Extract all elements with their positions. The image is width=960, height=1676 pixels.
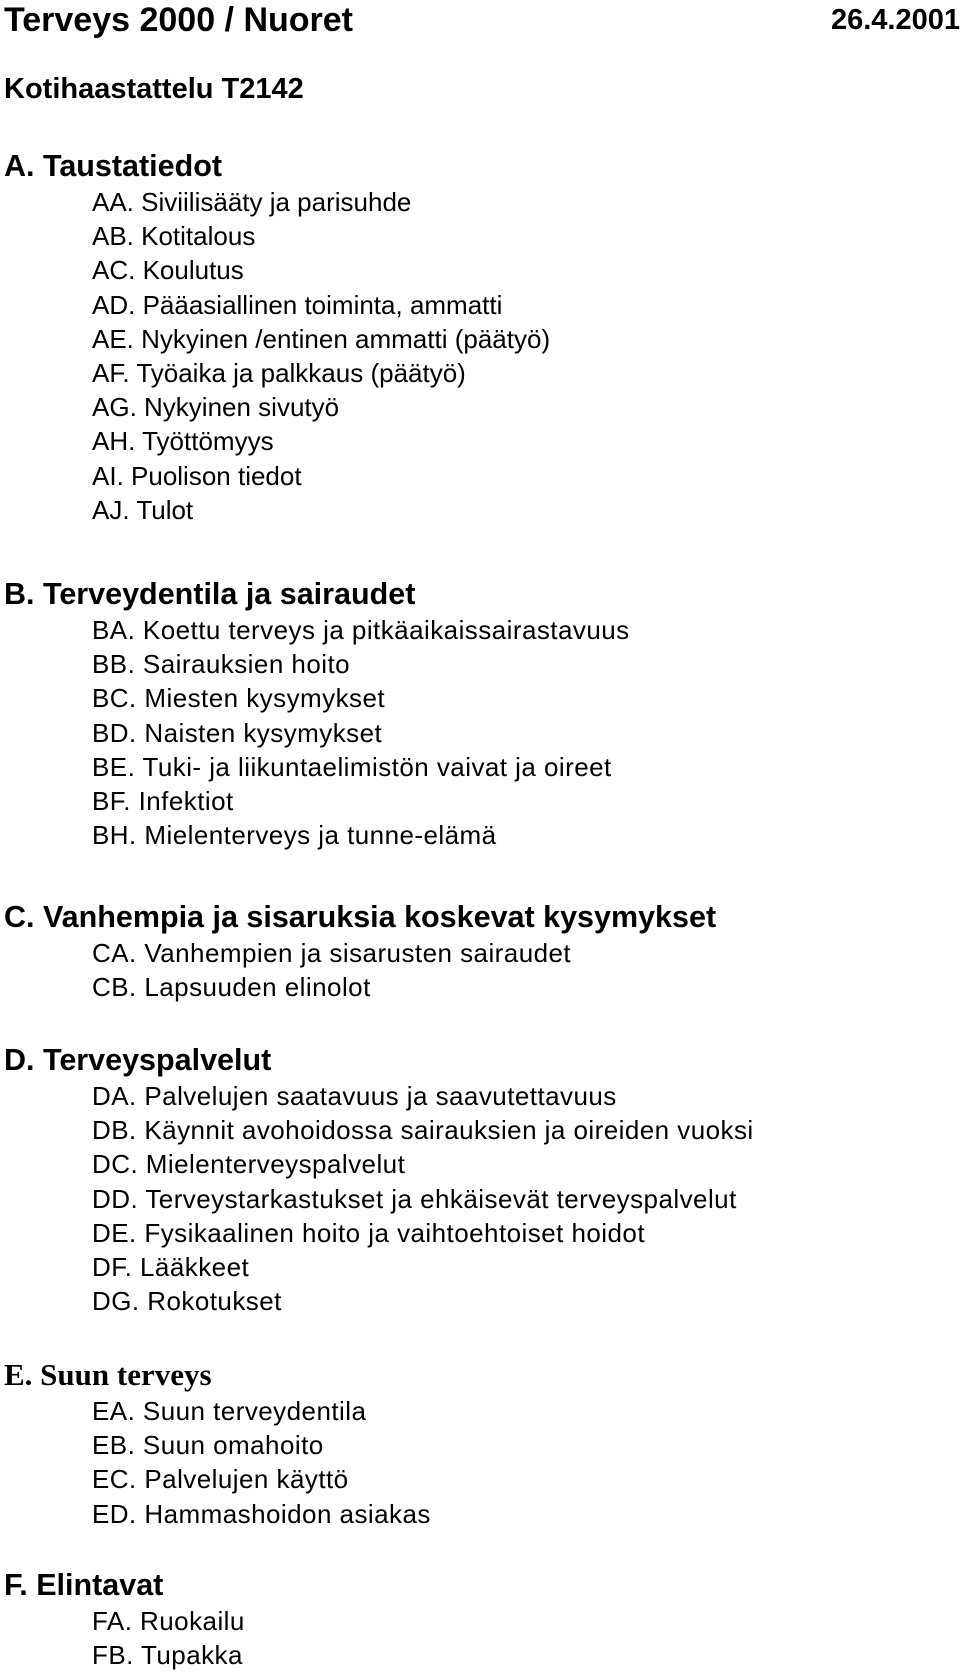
section-heading: E. Suun terveys: [4, 1357, 212, 1392]
list-item: FA. Ruokailu: [92, 1606, 245, 1636]
list-item: ED. Hammashoidon asiakas: [92, 1498, 431, 1529]
list-item: AE. Nykyinen /entinen ammatti (päätyö): [92, 323, 551, 354]
list-item: AA. Siviilisääty ja parisuhde: [92, 187, 412, 217]
document-title: Terveys 2000 / Nuoret: [4, 1, 353, 39]
list-item: AB. Kotitalous: [92, 221, 256, 252]
list-item: BA. Koettu terveys ja pitkäaikaissairastavuus: [92, 615, 630, 645]
section-d: [0, 1041, 960, 1318]
list-item: AI. Puolison tiedot: [92, 460, 302, 491]
list-item: AC. Koulutus: [92, 255, 244, 286]
list-item: BB. Sairauksien hoito: [92, 649, 351, 680]
list-item: BE. Tuki- ja liikuntaelimistön vaivat ja oireet: [92, 751, 612, 782]
list-item: BC. Miesten kysymykset: [92, 683, 386, 714]
section-item-list: [0, 185, 960, 527]
list-item: FB. Tupakka: [92, 1640, 243, 1671]
list-item: DA. Palvelujen saatavuus ja saavutettavuus: [92, 1081, 617, 1111]
section-heading: D. Terveyspalvelut: [4, 1043, 272, 1077]
section-f: [0, 1566, 960, 1672]
list-item: DE. Fysikaalinen hoito ja vaihtoehtoiset hoidot: [92, 1217, 646, 1248]
section-b: [0, 575, 960, 852]
section-heading: B. Terveydentila ja sairaudet: [4, 577, 416, 611]
section-heading: A. Taustatiedot: [4, 149, 223, 183]
section-item-list: [0, 1079, 960, 1318]
section-item-list: [0, 1394, 960, 1531]
list-item: AG. Nykyinen sivutyö: [92, 392, 340, 423]
list-item: AF. Työaika ja palkkaus (päätyö): [92, 357, 466, 388]
list-item: DC. Mielenterveyspalvelut: [92, 1149, 406, 1180]
document-subtitle: Kotihaastattelu T2142: [4, 73, 304, 105]
list-item: CA. Vanhempien ja sisarusten sairaudet: [92, 938, 572, 968]
list-item: AH. Työttömyys: [92, 426, 274, 457]
section-c: [0, 898, 960, 1004]
section-item-list: [0, 936, 960, 1004]
section-a: [0, 147, 960, 527]
list-item: DG. Rokotukset: [92, 1286, 282, 1317]
list-item: DB. Käynnit avohoidossa sairauksien ja oireiden vuoksi: [92, 1115, 754, 1146]
list-item: AJ. Tulot: [92, 494, 194, 525]
list-item: BH. Mielenterveys ja tunne-elämä: [92, 820, 497, 851]
section-e: [0, 1356, 960, 1531]
list-item: DD. Terveystarkastukset ja ehkäisevät terveyspalvelut: [92, 1183, 737, 1214]
list-item: AD. Pääasiallinen toiminta, ammatti: [92, 289, 503, 320]
list-item: CB. Lapsuuden elinolot: [92, 972, 371, 1003]
section-heading: F. Elintavat: [4, 1568, 164, 1602]
list-item: BD. Naisten kysymykset: [92, 717, 383, 748]
list-item: EB. Suun omahoito: [92, 1430, 324, 1461]
list-item: EA. Suun terveydentila: [92, 1396, 367, 1426]
section-item-list: [0, 613, 960, 852]
list-item: EC. Palvelujen käyttö: [92, 1464, 349, 1495]
list-item: BF. Infektiot: [92, 785, 234, 816]
document-date: 26.4.2001: [830, 4, 960, 36]
section-heading: C. Vanhempia ja sisaruksia koskevat kysymykset: [4, 900, 717, 934]
document-header: [4, 0, 960, 40]
section-item-list: [0, 1604, 960, 1672]
list-item: DF. Lääkkeet: [92, 1251, 250, 1282]
